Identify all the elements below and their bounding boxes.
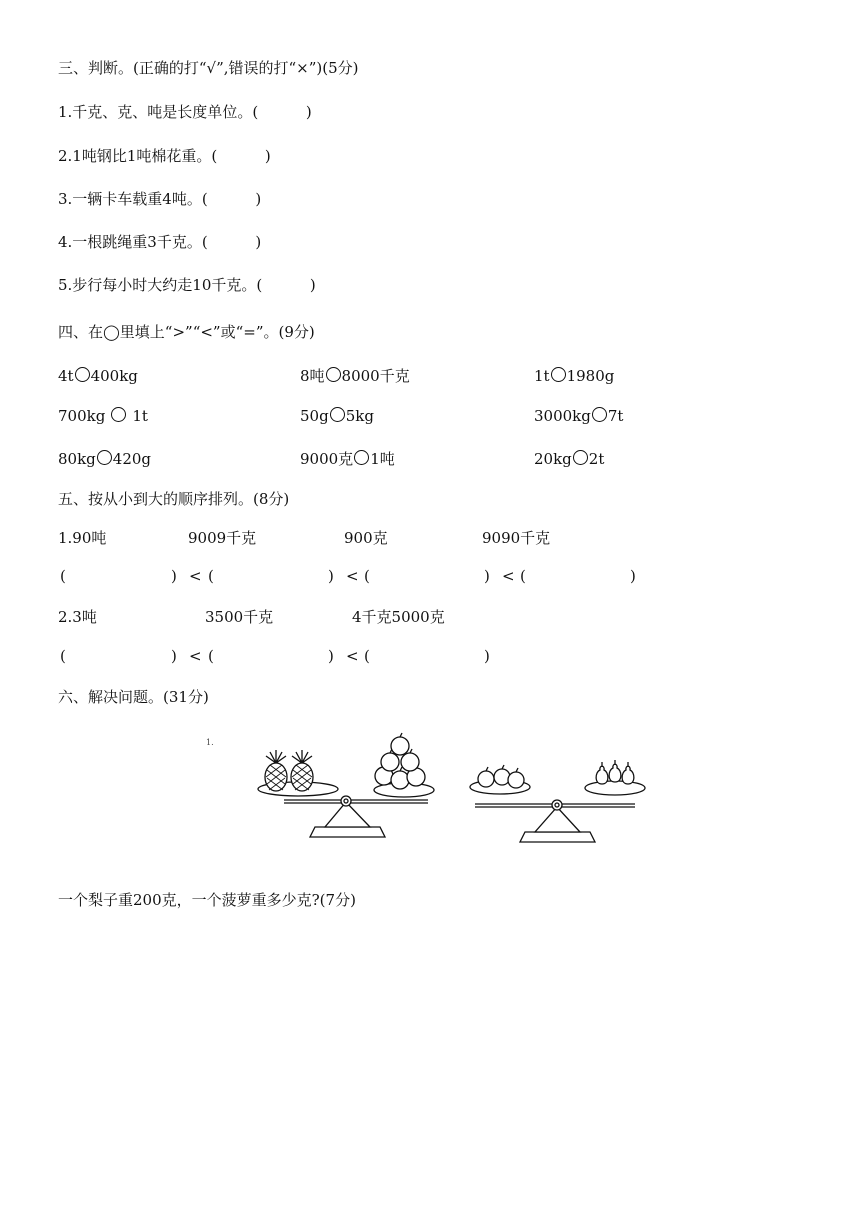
section5-title: 五、按从小到大的顺序排列。(8分) [58, 490, 290, 508]
problem-question: 一个梨子重200克，一个菠萝重多少克?(7分) [58, 891, 356, 909]
circle-blank-icon [354, 450, 369, 465]
circle-blank-icon [111, 407, 126, 422]
less-than-sign: < [346, 567, 359, 585]
judge-item-5: 5.步行每小时大约走10千克。( ) [58, 276, 316, 294]
compare-item: 700kg 1t [58, 407, 148, 425]
circle-blank-icon [551, 367, 566, 382]
order-item: 9090千克 [482, 529, 551, 547]
circle-blank-icon [592, 407, 607, 422]
circle-blank-icon [75, 367, 90, 382]
apple-icon [478, 767, 494, 787]
answer-blank-open: ( [60, 647, 66, 665]
pear-icon [596, 762, 608, 784]
balance-scales-figure [250, 732, 660, 852]
compare-item: 80kg 420g [58, 450, 152, 468]
compare-item: 4t 400kg [58, 367, 138, 385]
figure-number: 1. [206, 738, 214, 747]
judge-item-2: 2.1吨钢比1吨棉花重。( ) [58, 147, 271, 165]
less-than-sign: < [346, 647, 359, 665]
answer-blank-open: ( [520, 567, 526, 585]
circle-blank-icon [97, 450, 112, 465]
less-than-sign: < [189, 567, 202, 585]
order-item: 9009千克 [188, 529, 257, 547]
compare-item: 1t 1980g [534, 367, 615, 385]
answer-blank-close: ) [328, 647, 334, 665]
less-than-sign: < [189, 647, 202, 665]
answer-blank-close: ) [328, 567, 334, 585]
pineapple-icon [265, 750, 287, 791]
answer-blank-open: ( [208, 647, 214, 665]
answer-blank-open: ( [364, 647, 370, 665]
apple-icon [508, 768, 524, 788]
left-balance-scale [258, 733, 434, 837]
compare-item: 9000克 1吨 [300, 450, 395, 468]
section6-title: 六、解决问题。(31分) [58, 688, 209, 706]
circle-blank-icon [326, 367, 341, 382]
order-item: 4千克5000克 [352, 608, 445, 626]
apple-icon [391, 733, 409, 755]
answer-blank-close: ) [630, 567, 636, 585]
compare-item: 3000kg 7t [534, 407, 624, 425]
compare-item: 8吨 8000千克 [300, 367, 410, 385]
compare-item: 50g 5kg [300, 407, 374, 425]
answer-blank-close: ) [484, 647, 490, 665]
pineapple-icon [291, 750, 313, 791]
right-balance-scale [470, 760, 645, 842]
order-item: 3500千克 [205, 608, 274, 626]
pear-icon [609, 760, 621, 782]
judge-item-4: 4.一根跳绳重3千克。( ) [58, 233, 262, 251]
circle-blank-icon [330, 407, 345, 422]
compare-item: 20kg 2t [534, 450, 605, 468]
answer-blank-close: ) [171, 567, 177, 585]
judge-item-3: 3.一辆卡车载重4吨。( ) [58, 190, 262, 208]
order-item: 1.90吨 [58, 529, 107, 547]
answer-blank-close: ) [171, 647, 177, 665]
section3-title: 三、判断。(正确的打“√”,错误的打“×”)(5分) [58, 59, 359, 77]
answer-blank-open: ( [364, 567, 370, 585]
circle-blank-icon [573, 450, 588, 465]
answer-blank-close: ) [484, 567, 490, 585]
answer-blank-open: ( [208, 567, 214, 585]
judge-item-1: 1.千克、克、吨是长度单位。( ) [58, 103, 312, 121]
answer-blank-open: ( [60, 567, 66, 585]
section4-title: 四、在◯里填上“>”“<”或“=”。(9分) [58, 323, 315, 341]
pear-icon [622, 762, 634, 784]
less-than-sign: < [502, 567, 515, 585]
order-item: 2.3吨 [58, 608, 97, 626]
order-item: 900克 [344, 529, 388, 547]
